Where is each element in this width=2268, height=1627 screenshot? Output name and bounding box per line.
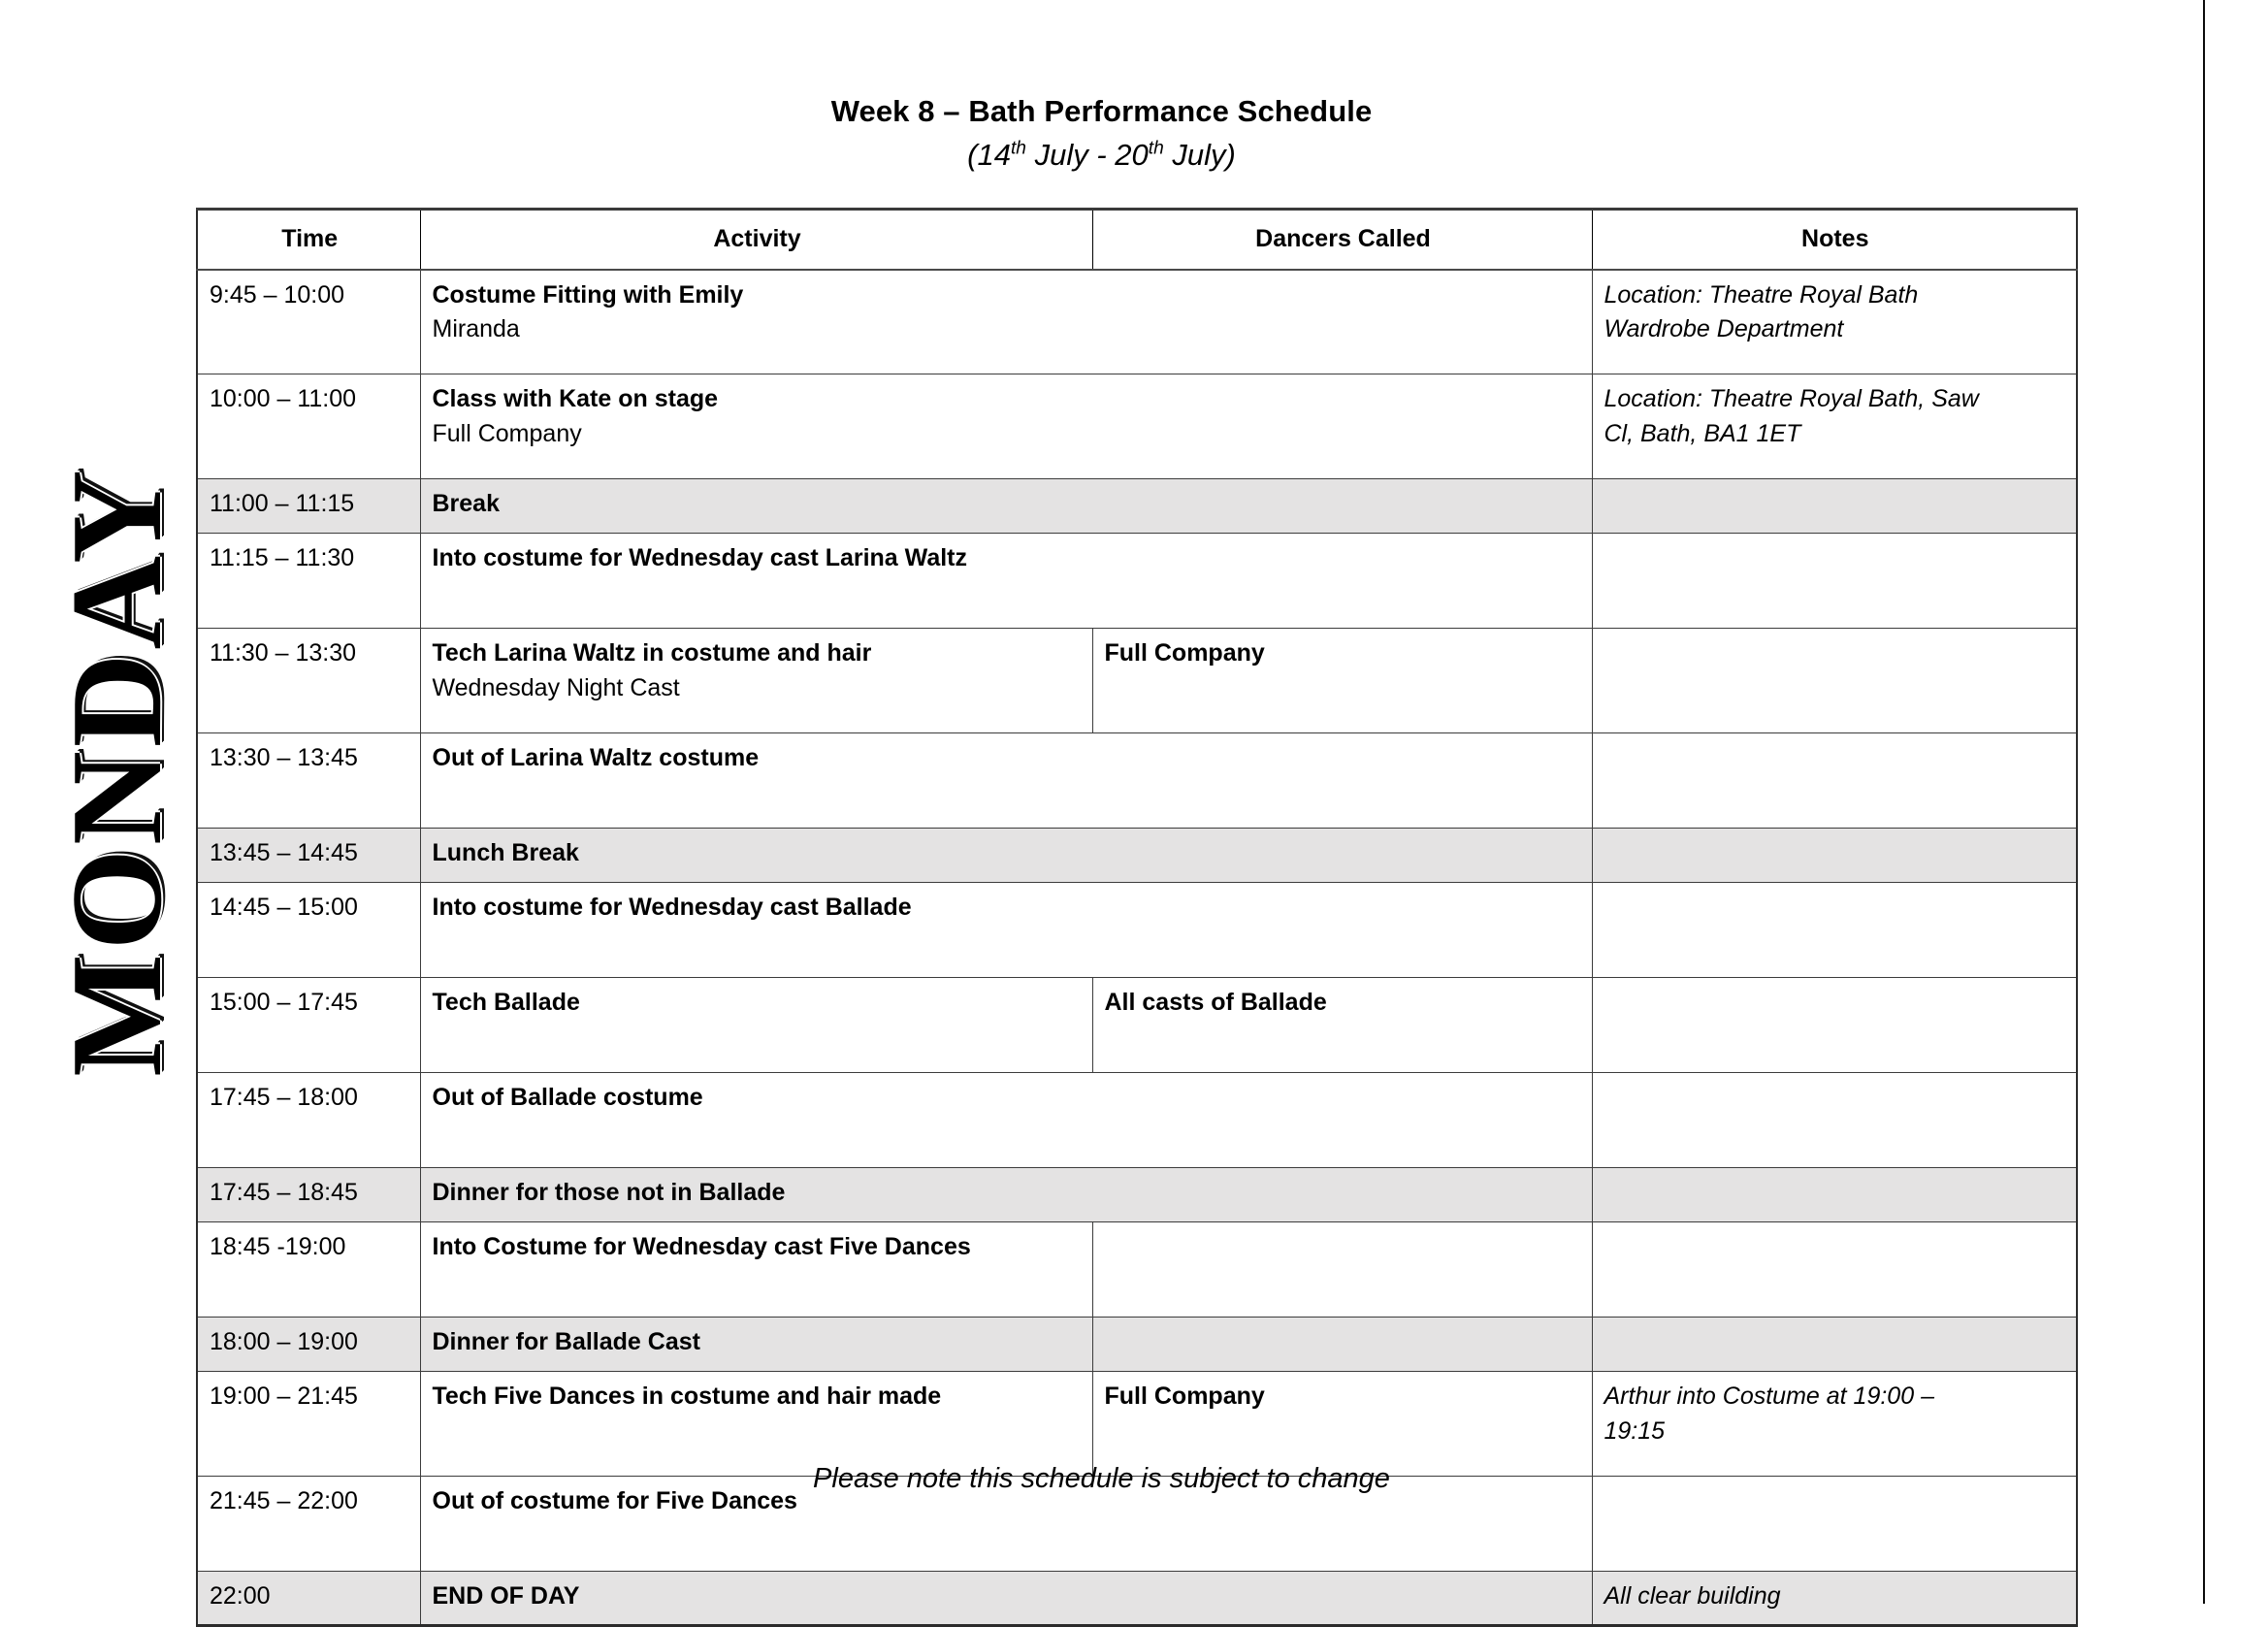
- activity-title: Tech Five Dances in costume and hair made: [432, 1383, 942, 1410]
- cell-activity: [420, 479, 1592, 534]
- cell-time: 19:00 – 21:45: [197, 1372, 420, 1477]
- cell-time: 11:30 – 13:30: [197, 629, 420, 733]
- activity-subtitle: Wednesday Night Cast: [432, 673, 680, 701]
- day-label-monday: MONDAY: [45, 466, 188, 1077]
- cell-notes: [1592, 1168, 2077, 1222]
- cell-time: 21:45 – 22:00: [197, 1477, 420, 1572]
- cell-activity: [420, 270, 1592, 374]
- note-line: All clear building: [1604, 1582, 1781, 1610]
- cell-time: 17:45 – 18:00: [197, 1073, 420, 1168]
- subtitle-ordinal-end: th: [1148, 138, 1164, 159]
- activity-title: Into costume for Wednesday cast Larina Waltz: [432, 544, 968, 571]
- activity-title: Out of Larina Waltz costume: [432, 744, 760, 771]
- note-line: Cl, Bath, BA1 1ET: [1604, 419, 1801, 447]
- cell-time: 10:00 – 11:00: [197, 374, 420, 479]
- table-row: [197, 629, 2077, 733]
- cell-notes: [1592, 1372, 2077, 1477]
- table-row: [197, 479, 2077, 534]
- cell-activity: [420, 978, 1092, 1073]
- table-row: [197, 1073, 2077, 1168]
- cell-time: 13:45 – 14:45: [197, 829, 420, 883]
- subtitle-suffix: July): [1163, 137, 1236, 172]
- cell-notes: [1592, 534, 2077, 629]
- cell-activity: [420, 629, 1092, 733]
- cell-activity: [420, 829, 1592, 883]
- table-header: [197, 210, 2077, 270]
- note-line: 19:15: [1604, 1416, 1666, 1445]
- table-row: [197, 1372, 2077, 1477]
- title-block: [0, 93, 2203, 175]
- cell-activity: [420, 1073, 1592, 1168]
- activity-title: Lunch Break: [432, 839, 579, 866]
- cell-time: 11:15 – 11:30: [197, 534, 420, 629]
- table-row: [197, 1318, 2077, 1372]
- page-edge-rule: [2203, 0, 2205, 1604]
- cell-time: 14:45 – 15:00: [197, 883, 420, 978]
- activity-subtitle: Miranda: [432, 315, 520, 342]
- cell-notes: [1592, 1572, 2077, 1626]
- activity-title: Dinner for Ballade Cast: [432, 1328, 700, 1355]
- cell-notes: [1592, 1222, 2077, 1318]
- cell-time: 15:00 – 17:45: [197, 978, 420, 1073]
- date-range-subtitle: [0, 136, 2203, 175]
- header-row: [197, 210, 2077, 270]
- column-header-dancers-called: Dancers Called: [1092, 210, 1592, 270]
- activity-title: Break: [432, 490, 500, 517]
- cell-activity: [420, 534, 1592, 629]
- note-line: Location: Theatre Royal Bath: [1604, 280, 1919, 309]
- activity-title: Into costume for Wednesday cast Ballade: [432, 894, 912, 921]
- activity-title: Tech Larina Waltz in costume and hair: [432, 639, 872, 667]
- cell-notes: [1592, 978, 2077, 1073]
- cell-notes: [1592, 374, 2077, 479]
- table-row: [197, 1168, 2077, 1222]
- table-row: [197, 733, 2077, 829]
- cell-activity: [420, 1222, 1092, 1318]
- table-row: [197, 270, 2077, 374]
- footer-disclaimer: Please note this schedule is subject to change: [813, 1463, 1390, 1494]
- cell-activity: [420, 733, 1592, 829]
- table-row: [197, 1222, 2077, 1318]
- cell-time: 22:00: [197, 1572, 420, 1626]
- activity-subtitle: Full Company: [432, 419, 582, 447]
- table-row: [197, 1572, 2077, 1626]
- table-row: [197, 883, 2077, 978]
- subtitle-ordinal-start: th: [1010, 138, 1026, 159]
- table-row: [197, 978, 2077, 1073]
- subtitle-prefix: (14: [967, 137, 1011, 172]
- cell-notes: [1592, 829, 2077, 883]
- cell-activity: [420, 1318, 1092, 1372]
- activity-title: Costume Fitting with Emily: [432, 280, 744, 309]
- note-line: Wardrobe Department: [1604, 315, 1844, 342]
- cell-dancers-called: [1092, 1318, 1592, 1372]
- cell-notes: [1592, 733, 2077, 829]
- subtitle-middle: July - 20: [1025, 137, 1149, 172]
- day-label-container: [29, 388, 204, 1155]
- cell-notes: [1592, 1318, 2077, 1372]
- cell-time: 11:00 – 11:15: [197, 479, 420, 534]
- activity-title: Tech Ballade: [432, 989, 580, 1016]
- note-line: Arthur into Costume at 19:00 –: [1604, 1383, 1934, 1410]
- table-row: [197, 829, 2077, 883]
- column-header-notes: Notes: [1592, 210, 2077, 270]
- cell-activity: [420, 1572, 1592, 1626]
- cell-activity: [420, 374, 1592, 479]
- cell-time: 13:30 – 13:45: [197, 733, 420, 829]
- cell-notes: [1592, 629, 2077, 733]
- activity-title: Into Costume for Wednesday cast Five Dances: [432, 1233, 971, 1260]
- column-header-time: Time: [197, 210, 420, 270]
- activity-title: END OF DAY: [432, 1582, 580, 1610]
- activity-title: Dinner for those not in Ballade: [432, 1179, 786, 1206]
- cell-time: 17:45 – 18:45: [197, 1168, 420, 1222]
- cell-activity: [420, 1372, 1092, 1477]
- cell-dancers-called: Full Company: [1092, 629, 1592, 733]
- schedule-table: [196, 208, 2078, 1627]
- cell-dancers-called: All casts of Ballade: [1092, 978, 1592, 1073]
- activity-title: Out of costume for Five Dances: [432, 1487, 797, 1514]
- cell-notes: [1592, 1073, 2077, 1168]
- cell-activity: [420, 883, 1592, 978]
- cell-dancers-called: [1092, 1222, 1592, 1318]
- cell-notes: [1592, 479, 2077, 534]
- table-row: [197, 534, 2077, 629]
- cell-time: 18:45 -19:00: [197, 1222, 420, 1318]
- note-line: Location: Theatre Royal Bath, Saw: [1604, 385, 1979, 412]
- cell-notes: [1592, 270, 2077, 374]
- column-header-activity: Activity: [420, 210, 1092, 270]
- page-title: Week 8 – Bath Performance Schedule: [830, 94, 1373, 128]
- activity-title: Out of Ballade costume: [432, 1084, 703, 1111]
- cell-dancers-called: Full Company: [1092, 1372, 1592, 1477]
- cell-time: 18:00 – 19:00: [197, 1318, 420, 1372]
- table-row: [197, 374, 2077, 479]
- cell-notes: [1592, 883, 2077, 978]
- activity-title: Class with Kate on stage: [432, 385, 719, 412]
- cell-time: 9:45 – 10:00: [197, 270, 420, 374]
- table-body: [197, 270, 2077, 1626]
- cell-activity: [420, 1168, 1592, 1222]
